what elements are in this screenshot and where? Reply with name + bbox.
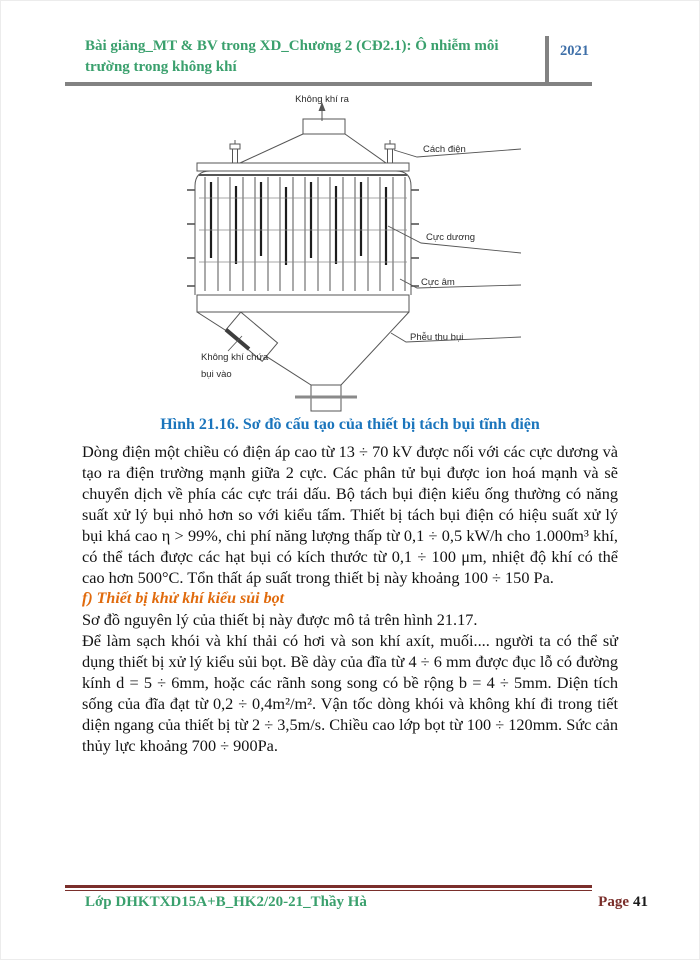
label-dust-hopper: Phễu thu bụi <box>410 332 464 343</box>
diagram-svg <box>183 90 523 415</box>
footer-page-number: 41 <box>633 894 648 910</box>
section-heading-f: f) Thiết bị khử khí kiểu sủi bọt <box>82 590 285 607</box>
insulator-right <box>385 140 395 163</box>
label-air-in-line2: bụi vào <box>201 369 232 380</box>
insulator-left <box>230 140 240 163</box>
label-negative-electrode: Cực âm <box>421 277 455 288</box>
footer-class-info: Lớp DHKTXD15A+B_HK2/20-21_Thầy Hà <box>85 894 367 910</box>
header-rule <box>65 82 592 86</box>
header-title: Bài giảng_MT & BV trong XD_Chương 2 (CĐ2.1): Ô nhiễm môi trường trong không khí <box>85 38 499 75</box>
figure-caption: Hình 21.16. Sơ đồ cấu tạo của thiết bị tách bụi tĩnh điện <box>160 416 540 433</box>
paragraph-electrostatic: Dòng điện một chiều có điện áp cao từ 13 ÷ 70 kV được nối với các cực dương và tạo ra điện trường mạnh giữa 2 cực. Các phân tử bụi được ion hoá mạnh và sẽ chuyển dịch về phía các cực trái dấu. Bộ tách bụi điện kiểu ống thường có năng suất xử lý bụi nhỏ hơn so với kiểu tấm. Thiết bị tách bụi điện có hiệu suất xử lý bụi khá cao η > 99%, chi phí năng lượng thấp từ 0,1 ÷ 0,5 kW/h cho 1.000m³ khí, có thể tách được các hạt bụi có kích thước từ 0,1 ÷ 100 μm, nhiệt độ khí có thể cao hơn 500°C. Tổn thất áp suất trong thiết bị này khoảng 100 ÷ 150 Pa. <box>82 442 618 587</box>
label-air-in-line1: Không khí chứa <box>201 352 269 363</box>
paragraph-bubbler: Để làm sạch khói và khí thải có hơi và son khí axít, muối.... người ta có thể sử dụng thiết bị xử lý kiểu sủi bọt. Bề dày của đĩa từ 4 ÷ 6 mm được đục lỗ có đường kính d = 5 ÷ 6mm, hoặc các rãnh song song có bề rộng b = 4 ÷ 5mm. Diện tích sống của đĩa đạt từ 0,2 ÷ 0,4m²/m². Vận tốc dòng khói và không khí đi trong tiết diện ngang của thiết bị từ 2 ÷ 3,5m/s. Chiều cao lớp bọt từ 100 ÷ 120mm. Sức cản thủy lực khoảng 700 ÷ 900Pa. <box>82 631 618 755</box>
document-body <box>82 441 618 756</box>
header-divider <box>545 36 549 86</box>
header-year: 2021 <box>560 43 589 59</box>
label-positive-electrode: Cực dương <box>426 232 476 243</box>
footer-page <box>598 894 648 911</box>
label-insulator: Cách điện <box>423 144 466 155</box>
paragraph-scheme-ref: Sơ đồ nguyên lý của thiết bị này được mô tả trên hình 21.17. <box>82 610 478 629</box>
footer-rule <box>65 885 592 891</box>
precipitator-diagram <box>183 90 523 415</box>
label-air-out: Không khí ra <box>295 94 349 105</box>
footer-page-label: Page <box>598 894 629 910</box>
